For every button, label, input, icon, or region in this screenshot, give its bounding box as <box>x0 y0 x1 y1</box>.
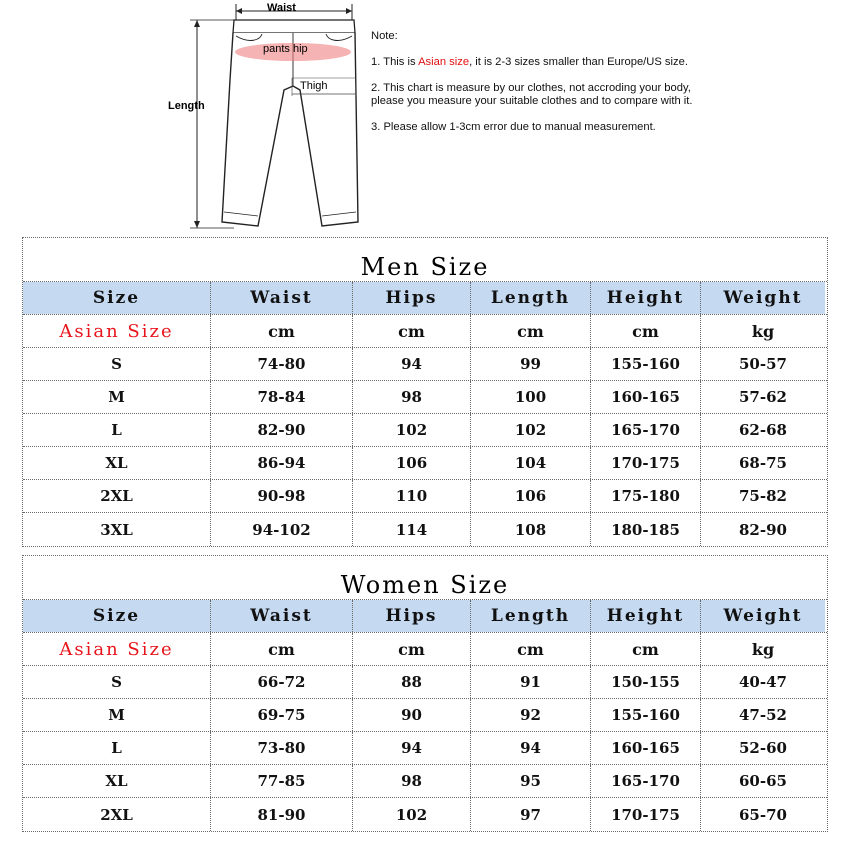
men-cell: 170-175 <box>591 447 701 479</box>
women-cell: Weight <box>701 600 825 632</box>
men-cell: Waist <box>211 282 353 314</box>
men-cell: 180-185 <box>591 513 701 546</box>
men-table-row <box>23 414 827 447</box>
men-cell: 82-90 <box>739 520 787 539</box>
men-cell: 94 <box>353 348 471 380</box>
women-table-row <box>23 666 827 699</box>
men-cell: 108 <box>471 513 591 546</box>
men-cell: 155-160 <box>591 348 701 380</box>
women-title-text: Women Size <box>340 571 510 599</box>
men-cell: 104 <box>471 447 591 479</box>
pants-illustration <box>150 0 360 236</box>
women-table-row <box>23 732 827 765</box>
men-size-table <box>22 237 828 547</box>
women-cell: 150-155 <box>591 666 701 698</box>
women-cell: cm <box>591 633 701 665</box>
men-cell: 94-102 <box>211 513 353 546</box>
notes-heading: Note: <box>371 30 398 42</box>
women-cell: L <box>23 732 211 764</box>
men-cell: 175-180 <box>591 480 701 512</box>
men-table-row <box>23 348 827 381</box>
women-cell: 69-75 <box>211 699 353 731</box>
women-cell: Size <box>23 600 211 632</box>
men-cell: cm <box>471 315 591 347</box>
men-cell: Hips <box>353 282 471 314</box>
note-1-suffix: , it is 2-3 sizes smaller than Europe/US size. <box>469 56 688 68</box>
women-cell: Asian Size <box>23 633 211 665</box>
women-cell: 94 <box>353 732 471 764</box>
men-cell: 114 <box>353 513 471 546</box>
women-cell: 2XL <box>23 798 211 831</box>
women-cell: XL <box>23 765 211 797</box>
note-3: 3. Please allow 1-3cm error due to manual measurement. <box>371 121 656 133</box>
women-cell: 165-170 <box>591 765 701 797</box>
men-table-row <box>23 447 827 480</box>
women-cell: 94 <box>471 732 591 764</box>
women-cell: 90 <box>353 699 471 731</box>
women-header-row <box>23 600 827 633</box>
men-cell: cm <box>591 315 701 347</box>
men-cell: 2XL <box>23 480 211 512</box>
women-table-title <box>23 556 827 600</box>
women-cell: 160-165 <box>591 732 701 764</box>
men-cell: 106 <box>471 480 591 512</box>
men-cell: 90-98 <box>211 480 353 512</box>
men-title-text: Men Size <box>360 253 490 281</box>
men-cell: Weight <box>701 282 825 314</box>
waist-label: Waist <box>267 2 296 14</box>
women-cell: cm <box>471 633 591 665</box>
women-cell: S <box>23 666 211 698</box>
women-cell: 170-175 <box>591 798 701 831</box>
women-cell: Waist <box>211 600 353 632</box>
women-cell: M <box>23 699 211 731</box>
men-cell: 62-68 <box>739 421 787 439</box>
men-cell: 102 <box>353 414 471 446</box>
men-cell: cm <box>211 315 353 347</box>
men-cell: 99 <box>471 348 591 380</box>
men-cell: 106 <box>353 447 471 479</box>
hip-label: pants hip <box>263 43 308 55</box>
note-2-line2: please you measure your suitable clothes and to compare with it. <box>371 95 693 107</box>
women-cell: 40-47 <box>739 673 787 691</box>
women-cell: 88 <box>353 666 471 698</box>
note-1 <box>371 56 731 69</box>
size-notes <box>371 30 731 147</box>
men-table-row <box>23 381 827 414</box>
women-cell: Length <box>471 600 591 632</box>
women-cell: 95 <box>471 765 591 797</box>
women-table-row <box>23 765 827 798</box>
note-1-prefix: 1. This is <box>371 56 419 68</box>
women-units-row <box>23 633 827 666</box>
note-1-highlight: Asian size <box>418 56 470 68</box>
men-cell: Height <box>591 282 701 314</box>
men-cell: L <box>23 414 211 446</box>
men-table-row <box>23 480 827 513</box>
men-cell: 160-165 <box>591 381 701 413</box>
men-cell: Size <box>23 282 211 314</box>
men-cell: 100 <box>471 381 591 413</box>
women-cell: Height <box>591 600 701 632</box>
men-cell: 86-94 <box>211 447 353 479</box>
men-cell: 68-75 <box>739 454 787 472</box>
men-header-row <box>23 282 827 315</box>
women-cell: kg <box>751 639 775 659</box>
men-cell: 57-62 <box>739 388 787 406</box>
men-cell: 98 <box>353 381 471 413</box>
women-cell: 66-72 <box>211 666 353 698</box>
men-cell: Length <box>471 282 591 314</box>
women-cell: 97 <box>471 798 591 831</box>
women-size-table <box>22 555 828 832</box>
women-cell: 98 <box>353 765 471 797</box>
men-table-row <box>23 513 827 546</box>
women-cell: 73-80 <box>211 732 353 764</box>
pants-diagram <box>150 0 360 236</box>
note-2-line1: 2. This chart is measure by our clothes, not accroding your body, <box>371 82 691 94</box>
women-cell: 155-160 <box>591 699 701 731</box>
women-cell: 47-52 <box>739 706 787 724</box>
women-cell: 77-85 <box>211 765 353 797</box>
women-cell: Hips <box>353 600 471 632</box>
men-cell: 78-84 <box>211 381 353 413</box>
men-cell: 50-57 <box>739 355 787 373</box>
men-cell: S <box>23 348 211 380</box>
thigh-label: Thigh <box>300 80 328 92</box>
men-cell: cm <box>353 315 471 347</box>
length-label: Length <box>168 100 205 112</box>
women-cell: 92 <box>471 699 591 731</box>
men-cell: XL <box>23 447 211 479</box>
men-cell: Asian Size <box>23 315 211 347</box>
men-cell: 110 <box>353 480 471 512</box>
men-cell: 82-90 <box>211 414 353 446</box>
women-cell: cm <box>353 633 471 665</box>
women-cell: 60-65 <box>739 772 787 790</box>
men-units-row <box>23 315 827 348</box>
women-cell: 91 <box>471 666 591 698</box>
women-cell: cm <box>211 633 353 665</box>
men-cell: 3XL <box>23 513 211 546</box>
women-cell: 102 <box>353 798 471 831</box>
men-table-title <box>23 238 827 282</box>
women-table-row <box>23 699 827 732</box>
women-cell: 52-60 <box>739 739 787 757</box>
men-cell: 74-80 <box>211 348 353 380</box>
men-cell: 165-170 <box>591 414 701 446</box>
women-cell: 81-90 <box>211 798 353 831</box>
women-cell: 65-70 <box>739 805 787 824</box>
men-cell: 102 <box>471 414 591 446</box>
men-cell: M <box>23 381 211 413</box>
note-2 <box>371 82 731 108</box>
men-cell: 75-82 <box>739 487 787 505</box>
women-table-row <box>23 798 827 831</box>
men-cell: kg <box>751 321 775 341</box>
